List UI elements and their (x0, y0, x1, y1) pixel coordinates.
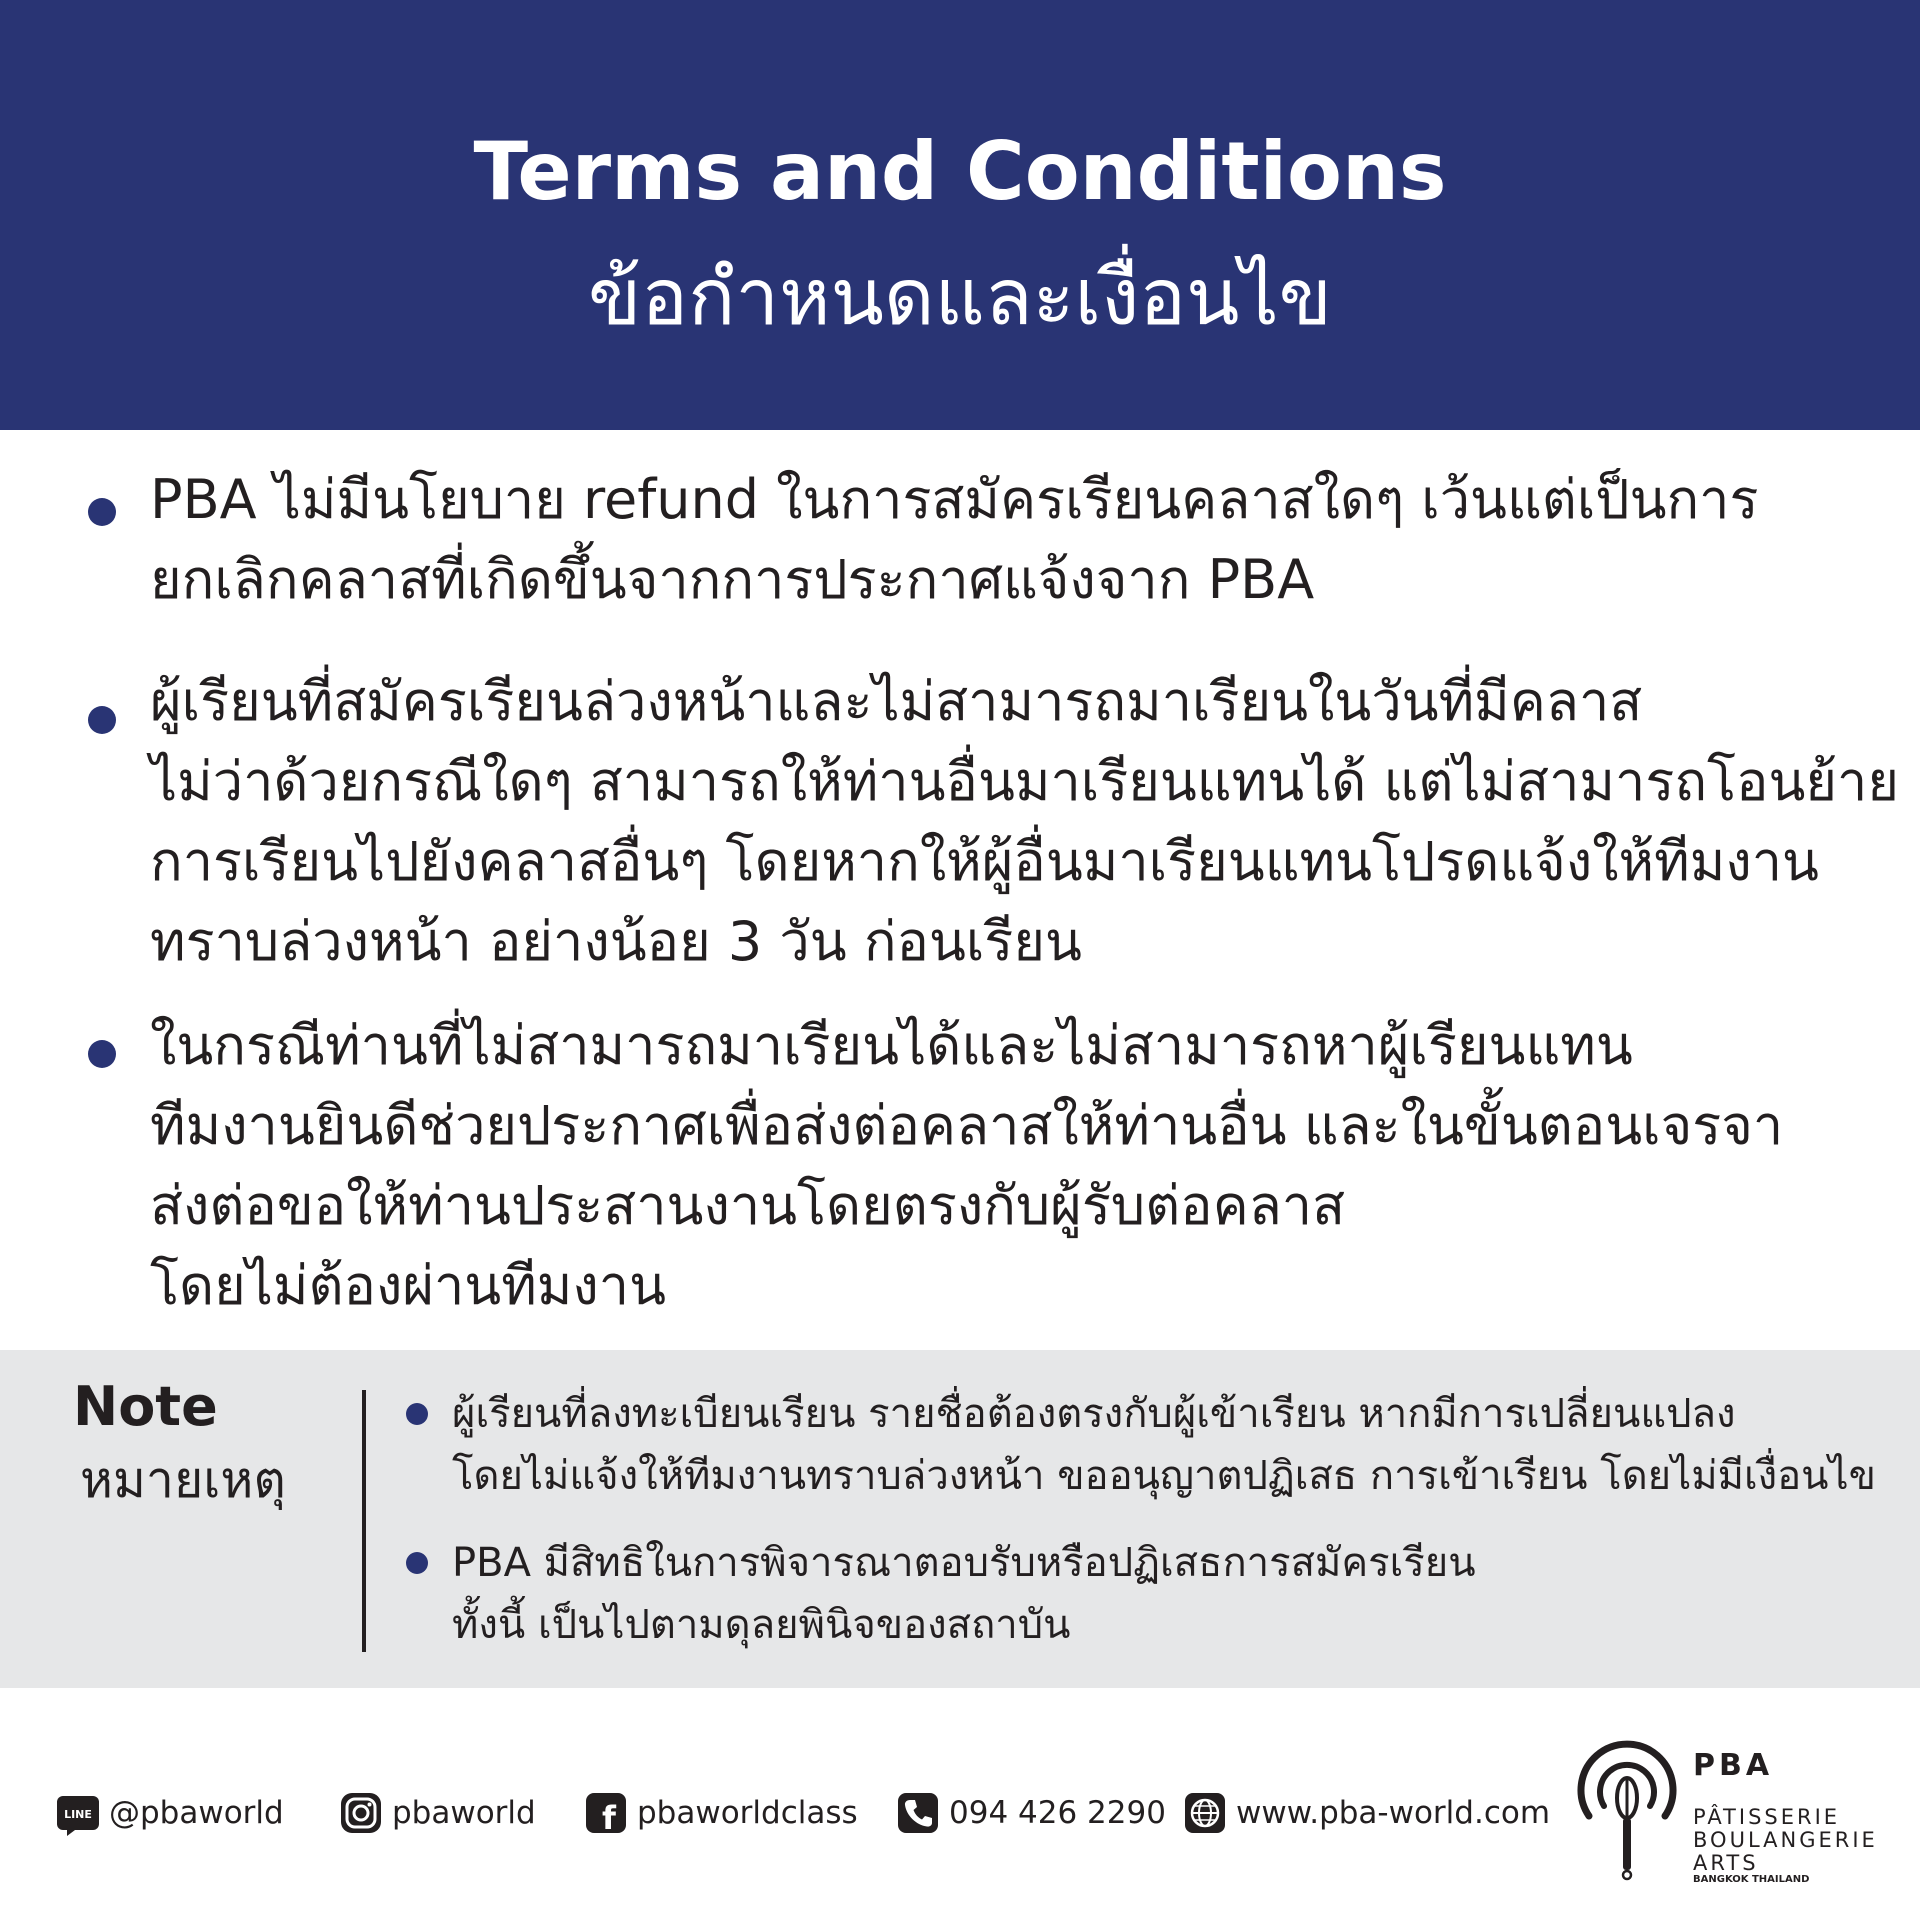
footer (0, 1688, 1920, 1920)
contact-instagram[interactable] (338, 1788, 536, 1838)
brand-name: PBA (1693, 1748, 1774, 1783)
bullet-icon (406, 1552, 428, 1574)
page-title: Terms and Conditions (473, 125, 1447, 218)
brand-line: PÂTISSERIE (1693, 1805, 1841, 1829)
header-banner (0, 0, 1920, 430)
bullet-icon (88, 498, 116, 526)
contact-facebook[interactable] (583, 1788, 858, 1838)
note-heading-thai: หมายเหตุ (80, 1451, 286, 1509)
term-line: ผู้เรียนที่สมัครเรียนล่วงหน้าและไม่สามารถมาเรียนในวันที่มีคลาส (150, 670, 1643, 733)
note-heading: Note (73, 1375, 218, 1438)
term-line: การเรียนไปยังคลาสอื่นๆ โดยหากให้ผู้อื่นมาเรียนแทนโปรดแจ้งให้ทีมงาน (150, 830, 1819, 893)
svg-text:LINE: LINE (64, 1808, 92, 1821)
globe-icon (1182, 1790, 1228, 1836)
term-line: ยกเลิกคลาสที่เกิดขึ้นจากการประกาศแจ้งจาก PBA (150, 548, 1315, 611)
contact-website[interactable] (1182, 1788, 1550, 1838)
line-handle: @pbaworld (109, 1795, 284, 1831)
term-line: โดยไม่ต้องผ่านทีมงาน (150, 1254, 667, 1317)
term-line: ส่งต่อขอให้ท่านประสานงานโดยตรงกับผู้รับต่อคลาส (150, 1174, 1346, 1237)
note-line: PBA มีสิทธิในการพิจารณาตอบรับหรือปฏิเสธการสมัครเรียน (452, 1540, 1476, 1586)
note-panel (0, 1350, 1920, 1688)
website-url: www.pba-world.com (1236, 1795, 1551, 1831)
bullet-icon (88, 706, 116, 734)
instagram-handle: pbaworld (392, 1795, 536, 1831)
term-line: ในกรณีท่านที่ไม่สามารถมาเรียนได้และไม่สามารถหาผู้เรียนแทน (150, 1014, 1633, 1077)
note-line: ทั้งนี้ เป็นไปตามดุลยพินิจของสถาบัน (452, 1602, 1071, 1648)
facebook-handle: pbaworldclass (637, 1795, 858, 1831)
term-line: ทีมงานยินดีช่วยประกาศเพื่อส่งต่อคลาสให้ท่านอื่น และในขั้นตอนเจรจา (150, 1094, 1784, 1157)
phone-icon (895, 1790, 941, 1836)
phone-number: 094 426 2290 (949, 1795, 1166, 1831)
brand-line: BOULANGERIE (1693, 1828, 1878, 1852)
note-line: ผู้เรียนที่ลงทะเบียนเรียน รายชื่อต้องตรงกับผู้เข้าเรียน หากมีการเปลี่ยนแปลง (452, 1391, 1736, 1437)
bullet-icon (406, 1403, 428, 1425)
bullet-icon (88, 1040, 116, 1068)
brand-line: ARTS (1693, 1851, 1759, 1875)
term-line: PBA ไม่มีนโยบาย refund ในการสมัครเรียนคลาสใดๆ เว้นแต่เป็นการ (150, 468, 1759, 531)
svg-text:f: f (602, 1799, 616, 1836)
contact-line[interactable] (55, 1788, 284, 1838)
note-line: โดยไม่แจ้งให้ทีมงานทราบล่วงหน้า ขออนุญาตปฏิเสธ การเข้าเรียน โดยไม่มีเงื่อนไข (452, 1453, 1876, 1499)
line-icon (55, 1790, 101, 1836)
whisk-logo-icon (1572, 1724, 1682, 1884)
term-line: ทราบล่วงหน้า อย่างน้อย 3 วัน ก่อนเรียน (150, 910, 1082, 973)
facebook-icon (583, 1790, 629, 1836)
term-line: ไม่ว่าด้วยกรณีใดๆ สามารถให้ท่านอื่นมาเรียนแทนได้ แต่ไม่สามารถโอนย้าย (150, 750, 1899, 813)
instagram-icon (338, 1790, 384, 1836)
contact-phone[interactable] (895, 1788, 1166, 1838)
note-divider (362, 1390, 366, 1652)
page-title-thai: ข้อกำหนดและเงื่อนไข (587, 253, 1332, 343)
brand-location: BANGKOK THAILAND (1693, 1874, 1810, 1885)
